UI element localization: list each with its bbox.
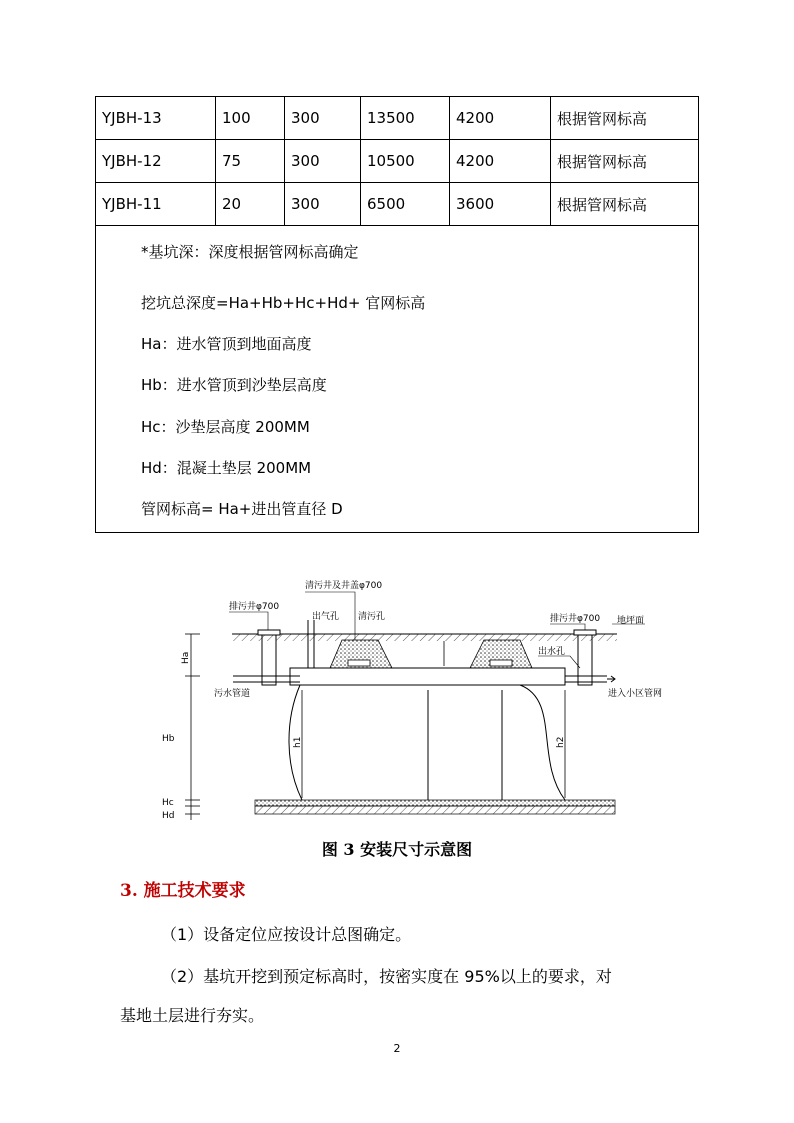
paragraph: （1）设备定位应按设计总图确定。 bbox=[161, 925, 412, 944]
label-Hc: Hc bbox=[162, 798, 174, 808]
label-Hd: Hd bbox=[162, 811, 175, 821]
foundation-bed bbox=[255, 800, 615, 814]
note-line: Ha：进水管顶到地面高度 bbox=[141, 335, 312, 353]
note-line: Hd：混凝土垫层 200MM bbox=[141, 459, 312, 477]
paragraph: （2）基坑开挖到预定标高时，按密实度在 95%以上的要求，对 bbox=[161, 967, 612, 986]
label-inlet-pipe: 污水管道 bbox=[214, 689, 251, 699]
table-cell: 300 bbox=[285, 140, 361, 183]
label-top-manhole: 清污井及井盖φ700 bbox=[305, 581, 383, 591]
notes-row bbox=[96, 226, 699, 533]
table-cell: YJBH-13 bbox=[96, 97, 216, 140]
label-left-well: 排污井φ700 bbox=[229, 602, 280, 612]
label-Hb: Hb bbox=[162, 734, 175, 744]
paragraph: 基地土层进行夯实。 bbox=[120, 1006, 265, 1025]
section-heading: 3. 施工技术要求 bbox=[120, 881, 246, 901]
label-cleanout: 清污孔 bbox=[358, 612, 386, 622]
label-h1: h1 bbox=[293, 736, 303, 748]
manhole-right bbox=[470, 640, 532, 668]
notes-cell bbox=[96, 226, 699, 533]
table-cell: 300 bbox=[285, 183, 361, 226]
page-number: 2 bbox=[393, 1042, 401, 1055]
ground-surface bbox=[232, 634, 617, 641]
label-right-well: 排污井φ700 bbox=[550, 614, 601, 624]
table-cell: 10500 bbox=[361, 140, 450, 183]
specs-table bbox=[95, 96, 699, 533]
table-cell: 根据管网标高 bbox=[551, 183, 699, 226]
tank-body bbox=[289, 668, 565, 800]
table-cell: 3600 bbox=[450, 183, 551, 226]
table-cell: 6500 bbox=[361, 183, 450, 226]
table-row bbox=[96, 140, 699, 183]
table-cell: 4200 bbox=[450, 97, 551, 140]
table-cell: 20 bbox=[216, 183, 285, 226]
table-cell: 100 bbox=[216, 97, 285, 140]
note-line: *基坑深：深度根据管网标高确定 bbox=[141, 243, 359, 261]
table-cell: YJBH-11 bbox=[96, 183, 216, 226]
note-line: 挖坑总深度=Ha+Hb+Hc+Hd+ 官网标高 bbox=[141, 294, 426, 312]
table-cell: 根据管网标高 bbox=[551, 140, 699, 183]
table-row bbox=[96, 183, 699, 226]
label-h2: h2 bbox=[556, 736, 566, 748]
table-cell: 4200 bbox=[450, 140, 551, 183]
table-row bbox=[96, 97, 699, 140]
table-cell: 根据管网标高 bbox=[551, 97, 699, 140]
label-ground: 地坪面 bbox=[617, 616, 645, 626]
label-outlet-pipe: 进入小区管网 bbox=[608, 689, 663, 699]
label-outlet: 出水孔 bbox=[538, 647, 566, 657]
note-line: Hc：沙垫层高度 200MM bbox=[141, 418, 310, 436]
figure-caption: 图 3 安装尺寸示意图 bbox=[321, 840, 473, 859]
installation-diagram bbox=[150, 572, 663, 827]
table-cell: 13500 bbox=[361, 97, 450, 140]
table-cell: 75 bbox=[216, 140, 285, 183]
table-cell: 300 bbox=[285, 97, 361, 140]
label-Ha: Ha bbox=[181, 651, 191, 664]
note-line: 管网标高= Ha+进出管直径 D bbox=[141, 500, 343, 518]
table-cell: YJBH-12 bbox=[96, 140, 216, 183]
manhole-left bbox=[330, 640, 392, 668]
label-vent: 出气孔 bbox=[312, 612, 340, 622]
note-line: Hb：进水管顶到沙垫层高度 bbox=[141, 376, 327, 394]
